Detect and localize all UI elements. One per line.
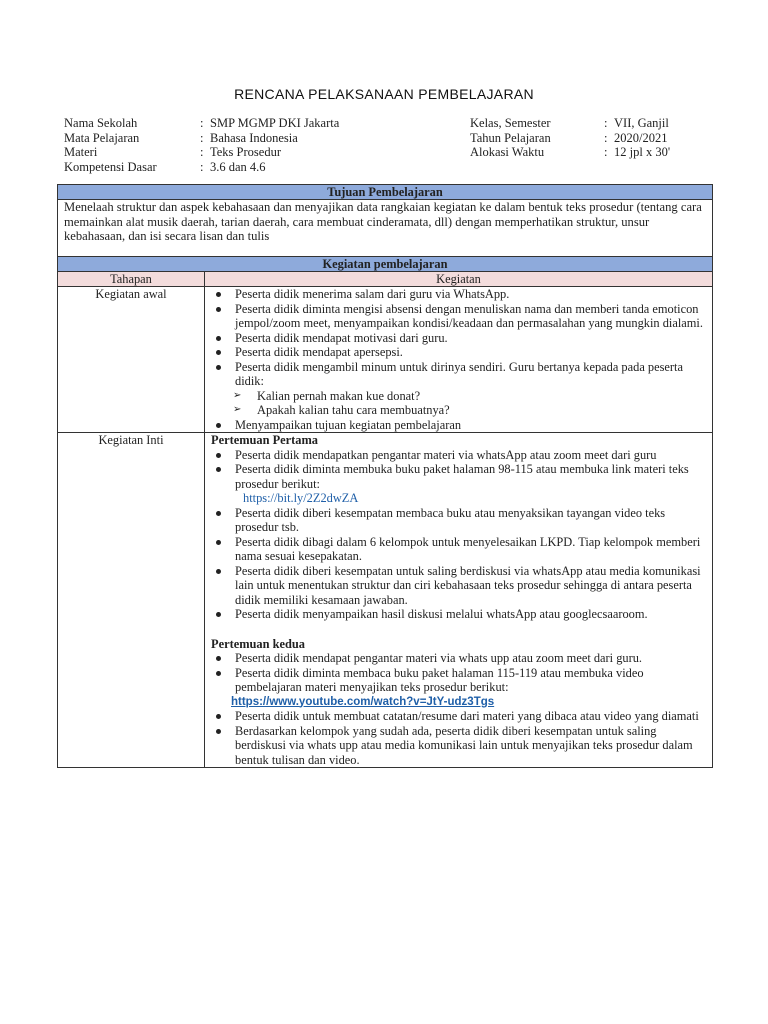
info-value: Bahasa Indonesia xyxy=(210,130,298,145)
spacer xyxy=(211,622,706,637)
list-item: Peserta didik untuk membuat catatan/resume dari materi yang dibaca atau video yang diamati xyxy=(211,709,706,724)
list-item: Peserta didik menyampaikan hasil diskusi melalui whatsApp atau googlecsaaroom. xyxy=(211,607,706,622)
info-label: Nama Sekolah xyxy=(64,116,138,130)
col-header-kegiatan: Kegiatan xyxy=(205,272,713,287)
info-label: Alokasi Waktu xyxy=(470,145,545,159)
info-right xyxy=(470,116,670,160)
info-row-sekolah xyxy=(64,116,339,131)
info-left xyxy=(64,116,339,174)
question-item: ➢ Apakah kalian tahu cara membuatnya? xyxy=(231,403,706,418)
p2-list xyxy=(211,651,706,695)
awal-activities xyxy=(205,287,713,433)
info-row-alokasi xyxy=(470,145,670,160)
list-item: Peserta didik diminta membaca buku paket halaman 115-119 atau membuka video pembelajaran materi menyajikan teks prosedur berikut: xyxy=(211,666,706,695)
info-row-materi xyxy=(64,145,339,160)
info-label: Kompetensi Dasar xyxy=(64,159,157,174)
info-sep: : xyxy=(604,116,608,130)
info-row-kd xyxy=(64,160,339,175)
awal-list xyxy=(211,287,706,389)
pertemuan-kedua-heading: Pertemuan kedua xyxy=(211,636,305,651)
list-item: Peserta didik mendapat pengantar materi via whats upp atau zoom meet dari guru. xyxy=(211,651,706,666)
list-item: Peserta didik mendapatkan pengantar materi via whatsApp atau zoom meet dari guru xyxy=(211,448,706,463)
list-item: Peserta didik diberi kesempatan untuk saling berdiskusi via whatsApp atau media komunikasi lain untuk menentukan struktur dan ciri kebahasaan teks prosedur sehingga di antara peserta didik memiliki kesamaan jawaban. xyxy=(211,564,706,608)
rpp-table xyxy=(57,184,713,768)
info-value: VII, Ganjil xyxy=(614,116,669,130)
info-value: Teks Prosedur xyxy=(210,145,281,159)
info-sep: : xyxy=(604,130,608,145)
info-label: Tahun Pelajaran xyxy=(470,130,551,145)
list-item: Berdasarkan kelompok yang sudah ada, peserta didik diberi kesempatan untuk saling berdiskusi via whats upp atau media komunikasi lain untuk menyajikan teks prosedur dalam bentuk tulisan dan video. xyxy=(211,724,706,768)
info-sep: : xyxy=(200,130,204,145)
list-item: Peserta didik diberi kesempatan membaca buku atau menyaksikan tayangan video teks prosedur tsb. xyxy=(211,506,706,535)
info-value: 2020/2021 xyxy=(614,130,668,145)
p1-list xyxy=(211,448,706,492)
p2-list-rest xyxy=(211,709,706,767)
info-row-mapel xyxy=(64,131,339,146)
list-item: Peserta didik mendapat apersepsi. xyxy=(211,345,706,360)
info-label: Kelas, Semester xyxy=(470,116,551,130)
list-item: Peserta didik mendapat motivasi dari guru. xyxy=(211,331,706,346)
info-value: 3.6 dan 4.6 xyxy=(210,159,266,174)
info-value: SMP MGMP DKI Jakarta xyxy=(210,116,340,130)
info-label: Mata Pelajaran xyxy=(64,130,140,145)
info-row-kelas xyxy=(470,116,670,131)
kegiatan-header: Kegiatan pembelajaran xyxy=(58,257,713,272)
col-header-tahapan: Tahapan xyxy=(58,272,205,287)
info-sep: : xyxy=(200,159,204,174)
materi-link[interactable]: https://bit.ly/2Z2dwZA xyxy=(243,491,359,505)
info-sep: : xyxy=(200,145,204,159)
stage-awal: Kegiatan awal xyxy=(58,287,205,433)
list-item: Peserta didik mengambil minum untuk dirinya sendiri. Guru bertanya kepada pada peserta didik: xyxy=(211,360,706,389)
list-item: Peserta didik diminta membuka buku paket halaman 98-115 atau membuka link materi teks prosedur berikut: xyxy=(211,462,706,491)
document-title: RENCANA PELAKSANAAN PEMBELAJARAN xyxy=(234,86,534,102)
tujuan-text: Menelaah struktur dan aspek kebahasaan dan menyajikan data rangkaian kegiatan ke dalam bentuk teks prosedur (tentang cara memainkan alat musik daerah, tarian daerah, cara membuat cinderamata, dll) dengan memperhatikan struktur, unsur kebahasaan, dan isi secara lisan dan tulis xyxy=(58,200,713,257)
question-list xyxy=(211,389,706,418)
awal-list-end xyxy=(211,418,706,433)
info-row-tahun xyxy=(470,131,670,146)
question-item: ➢ Kalian pernah makan kue donat? xyxy=(231,389,706,404)
info-sep: : xyxy=(604,145,608,159)
info-value: 12 jpl x 30' xyxy=(614,145,671,159)
youtube-link[interactable]: https://www.youtube.com/watch?v=JtY-udz3Tgs xyxy=(231,695,495,708)
list-item: Peserta didik diminta mengisi absensi dengan menuliskan nama dan memberi tanda emoticon jempol/zoom meet, menyampaikan kondisi/keadaan dan permasalahan yang mungkin dialami. xyxy=(211,302,706,331)
pertemuan-pertama-heading: Pertemuan Pertama xyxy=(211,433,318,447)
inti-activities xyxy=(205,433,713,768)
tujuan-header: Tujuan Pembelajaran xyxy=(58,185,713,200)
stage-inti: Kegiatan Inti xyxy=(58,433,205,768)
list-item: Peserta didik dibagi dalam 6 kelompok untuk menyelesaikan LKPD. Tiap kelompok memberi nama sesuai kesepakatan. xyxy=(211,535,706,564)
p1-list-rest xyxy=(211,506,706,622)
list-item: Peserta didik menerima salam dari guru via WhatsApp. xyxy=(211,287,706,302)
list-item: Menyampaikan tujuan kegiatan pembelajaran xyxy=(211,418,706,433)
info-label: Materi xyxy=(64,145,98,159)
info-sep: : xyxy=(200,116,204,130)
